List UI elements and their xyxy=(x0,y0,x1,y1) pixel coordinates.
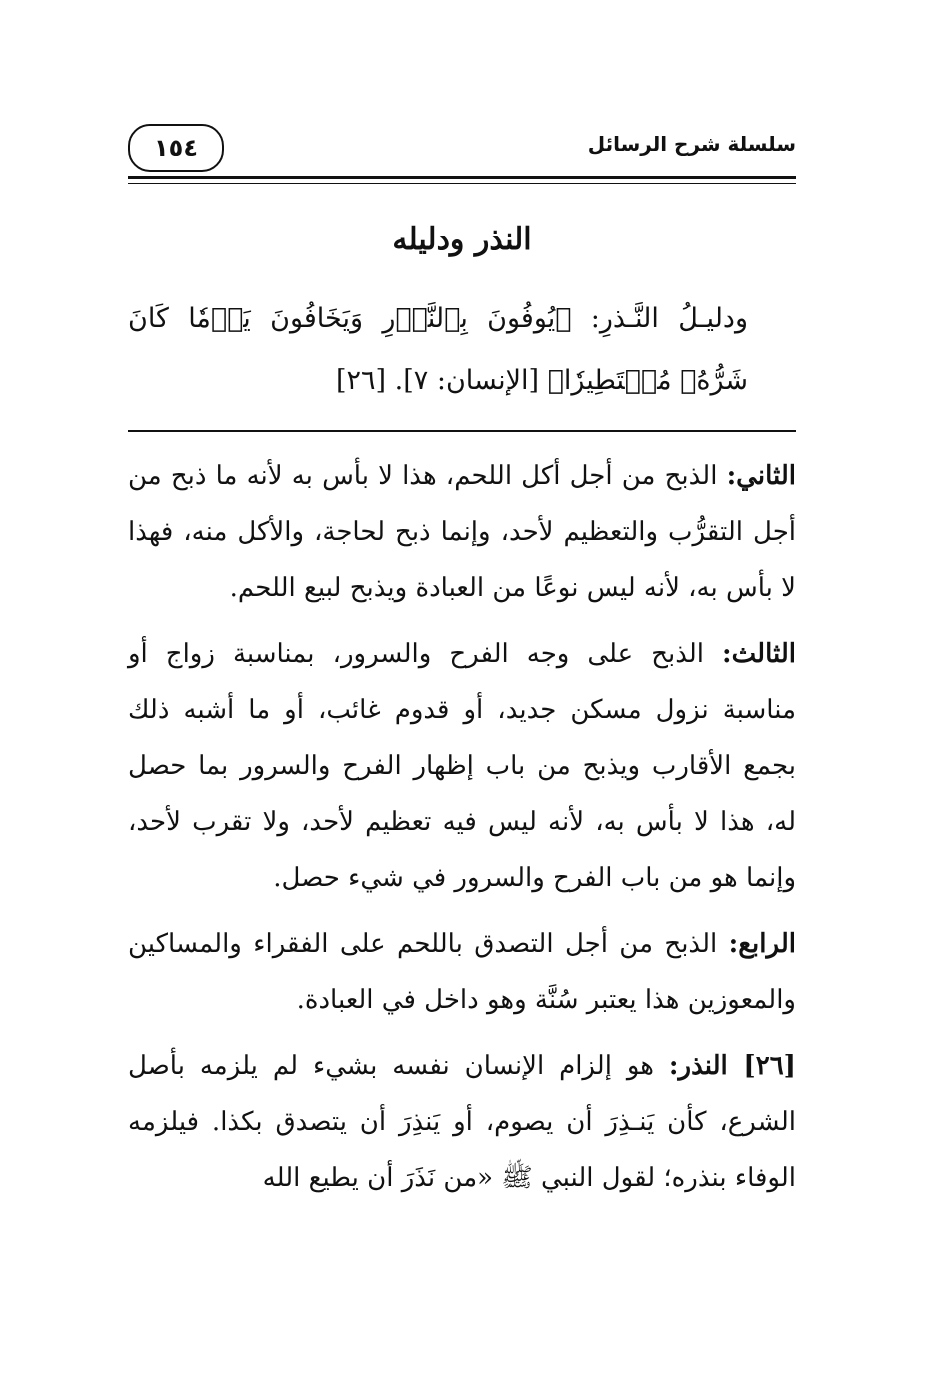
footnote-paragraph xyxy=(128,626,796,906)
header-rule-thin xyxy=(128,183,796,184)
evidence-paragraph: ودليـلُ النَّـذرِ: ﴿يُوفُونَ بِٱلنَّذۡرِ وَيَخَافُونَ يَوۡمٗا كَانَ شَرُّهُۥ مُسۡتَطِيرٗا﴾ [الإنسان: ٧]. [٢٦] xyxy=(128,303,748,396)
footnote-paragraph xyxy=(128,448,796,616)
page-header xyxy=(128,124,796,176)
page-number-frame xyxy=(128,124,224,172)
footnote-lead: [٢٦] النذر: xyxy=(668,1051,796,1081)
series-title: سلسلة شرح الرسائل xyxy=(587,132,796,156)
footnote-paragraph xyxy=(128,916,796,1028)
section-heading: النذر ودليله xyxy=(392,222,532,257)
footnote-lead: الثاني: xyxy=(726,461,796,491)
footnote-text: الذبح من أجل التصدق باللحم على الفقراء والمساكين والمعوزين هذا يعتبر سُنَّة وهو داخل في العبادة. xyxy=(128,929,796,1015)
footnote-lead: الثالث: xyxy=(722,639,796,669)
page-number: ١٥٤ xyxy=(154,134,198,162)
footnote-text: الذبح من أجل أكل اللحم، هذا لا بأس به لأنه ما ذبح من أجل التقرُّب والتعظيم لأحد، وإنما ذبح لحاجة، والأكل منه، فهذا لا بأس به، لأنه ليس نوعًا من العبادة ويذبح لبيع اللحم. xyxy=(128,461,796,603)
footnotes xyxy=(128,448,796,1216)
footnote-separator xyxy=(128,430,796,432)
footnote-text: هو إلزام الإنسان نفسه بشيء لم يلزمه بأصل الشرع، كأن يَنـذِرَ أن يصوم، أو يَنذِرَ أن يتصدق بكذا. فيلزمه الوفاء بنذره؛ لقول النبي ﷺ «من نَذَرَ أن يطيع الله xyxy=(128,1051,796,1193)
header-rule-thick xyxy=(128,176,796,179)
footnote-text: الذبح على وجه الفرح والسرور، بمناسبة زواج أو مناسبة نزول مسكن جديد، أو قدوم غائب، أو ما أشبه ذلك بجمع الأقارب ويذبح من باب إظهار الفرح والسرور بما حصل له، هذا لا بأس به، لأنه ليس فيه تعظيم لأحد، ولا تقرب لأحد، وإنما هو من باب الفرح والسرور في شيء حصل. xyxy=(128,639,796,893)
footnote-paragraph xyxy=(128,1038,796,1206)
footnote-lead: الرابع: xyxy=(728,929,796,959)
